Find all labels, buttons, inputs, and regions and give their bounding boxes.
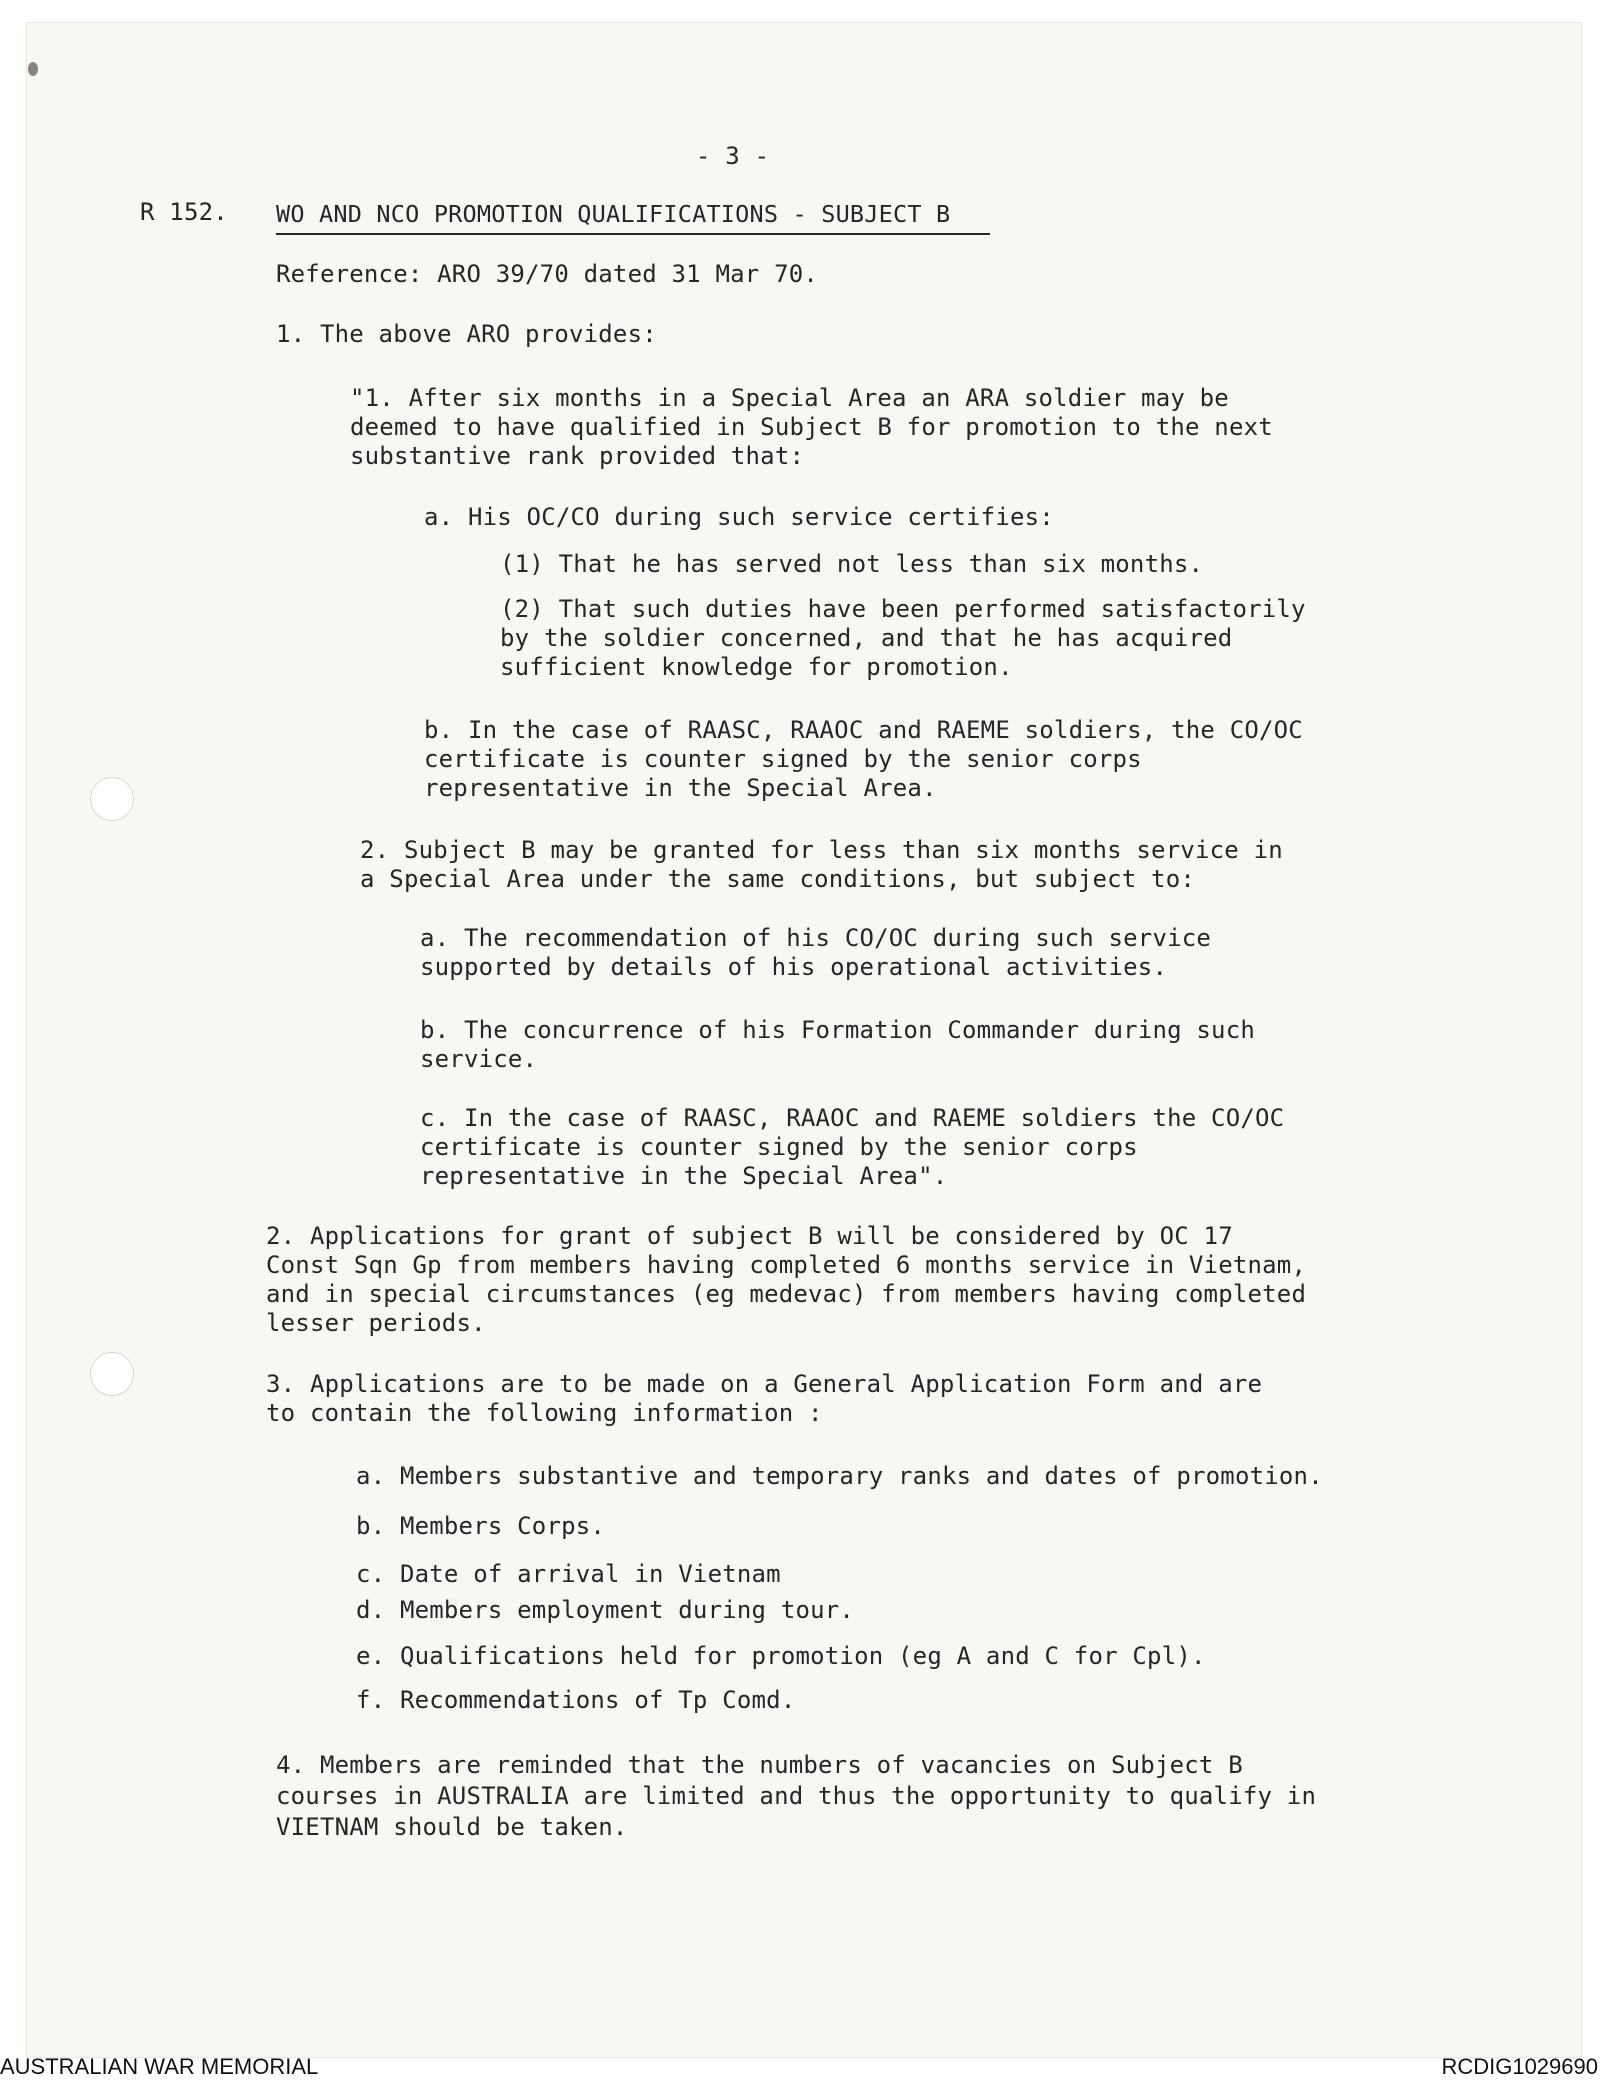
paragraph-1-intro: 1. The above ARO provides: bbox=[276, 320, 657, 348]
list-item: f. Recommendations of Tp Comd. bbox=[356, 1686, 796, 1714]
page-number: - 3 - bbox=[696, 142, 770, 170]
quoted-paragraph-1: "1. After six months in a Special Area an ARA soldier may be deemed to have qualified in Subject B for promotion to the next substantive rank provided that: bbox=[350, 384, 1273, 470]
list-item: e. Qualifications held for promotion (eg A and C for Cpl). bbox=[356, 1642, 1206, 1670]
footer-record-id: RCDIG1029690 bbox=[1441, 2054, 1598, 2079]
paragraph-4: 4. Members are reminded that the numbers of vacancies on Subject B courses in AUSTRALIA are limited and thus the opportunity to qualify in VIETNAM should be taken. bbox=[276, 1751, 1317, 1841]
punch-hole-top bbox=[90, 777, 134, 821]
heading-underline bbox=[276, 233, 990, 235]
quoted-paragraph-2: 2. Subject B may be granted for less than six months service in a Special Area under the same conditions, but subject to: bbox=[360, 836, 1283, 893]
quoted-item-1a-1: (1) That he has served not less than six months. bbox=[500, 550, 1204, 578]
list-item: c. Date of arrival in Vietnam bbox=[356, 1560, 781, 1588]
paper-mark bbox=[28, 62, 38, 76]
list-item: b. Members Corps. bbox=[356, 1512, 606, 1540]
item-number: R 152. bbox=[140, 198, 228, 226]
paragraph-3: 3. Applications are to be made on a General Application Form and are to contain the following information : bbox=[266, 1370, 1263, 1427]
footer-source: AUSTRALIAN WAR MEMORIAL bbox=[0, 2054, 319, 2079]
paragraph-2: 2. Applications for grant of subject B will be considered by OC 17 Const Sqn Gp from members having completed 6 months service in Vietnam, and in special circumstances (eg medevac) from members having completed lesser periods. bbox=[266, 1222, 1307, 1337]
quoted-item-2b: b. The concurrence of his Formation Commander during such service. bbox=[420, 1016, 1256, 1073]
quoted-item-1a-2: (2) That such duties have been performed satisfactorily by the soldier concerned, and that he has acquired sufficient knowledge for promotion. bbox=[500, 595, 1306, 681]
section-heading: WO AND NCO PROMOTION QUALIFICATIONS - SUBJECT B bbox=[276, 200, 951, 228]
reference-line: Reference: ARO 39/70 dated 31 Mar 70. bbox=[276, 260, 819, 288]
quoted-item-1b: b. In the case of RAASC, RAAOC and RAEME soldiers, the CO/OC certificate is counter signed by the senior corps representative in the Special Area. bbox=[424, 716, 1303, 802]
quoted-item-1a: a. His OC/CO during such service certifies: bbox=[424, 503, 1054, 531]
quoted-item-2a: a. The recommendation of his CO/OC during such service supported by details of his operational activities. bbox=[420, 924, 1212, 981]
quoted-item-2c: c. In the case of RAASC, RAAOC and RAEME soldiers the CO/OC certificate is counter signed by the senior corps representative in the Special Area". bbox=[420, 1104, 1285, 1190]
list-item: d. Members employment during tour. bbox=[356, 1596, 855, 1624]
list-item: a. Members substantive and temporary ranks and dates of promotion. bbox=[356, 1462, 1323, 1490]
punch-hole-bottom bbox=[90, 1352, 134, 1396]
